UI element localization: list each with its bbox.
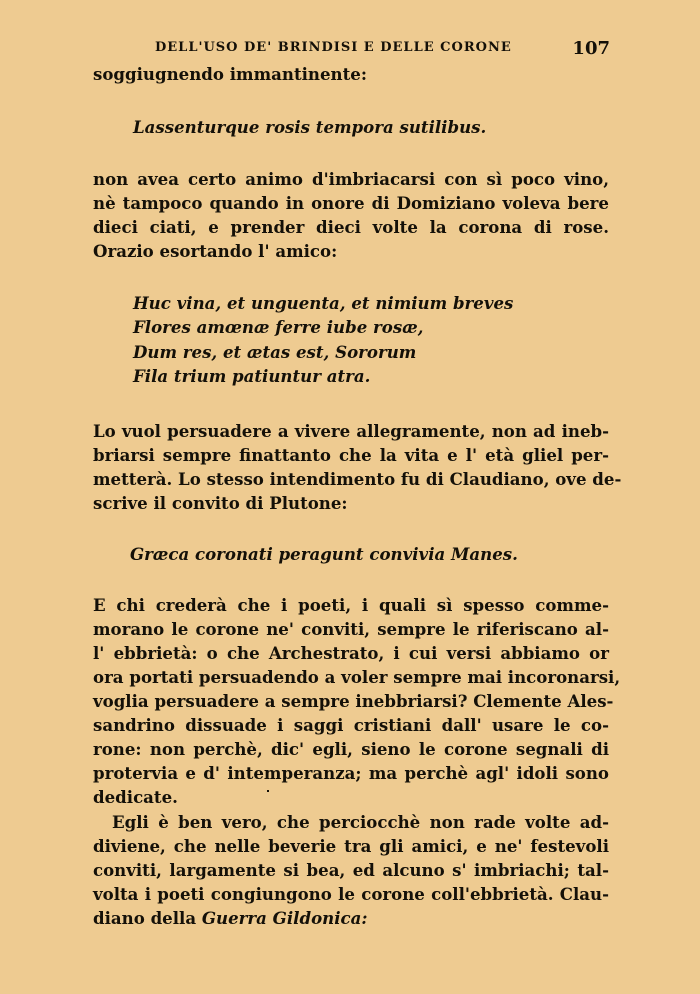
text-line: Lo vuol persuadere a vivere allegramente, non ad ineb- — [93, 421, 609, 441]
text-line: soggiugnendo immantinente: — [93, 64, 367, 84]
text-line: nè tampoco quando in onore di Domiziano voleva bere — [93, 193, 609, 213]
poem-line: Flores amœnæ ferre iube rosæ, — [133, 317, 424, 337]
page-number: 107 — [572, 38, 610, 59]
text-line: l' ebbrietà: o che Archestrato, i cui versi abbiamo or — [93, 643, 609, 663]
text-fragment: diano della — [93, 908, 197, 928]
text-line: rone: non perchè, dic' egli, sieno le corone segnali di — [93, 739, 609, 759]
text-line: dedicate. — [93, 787, 178, 807]
poem-line: Dum res, et ætas est, Sororum — [133, 342, 417, 362]
work-title: Guerra Gildonica: — [201, 908, 368, 928]
text-line: morano le corone ne' conviti, sempre le riferiscano al- — [93, 619, 609, 639]
text-line: metterà. Lo stesso intendimento fu di Claudiano, ove de- — [93, 469, 622, 489]
text-line: non avea certo animo d'imbriacarsi con sì poco vino, — [93, 169, 609, 189]
text-line: briarsi sempre finattanto che la vita e l' età gliel per- — [93, 445, 609, 465]
latin-quote: Græca coronati peragunt convivia Manes. — [130, 544, 518, 564]
text-line: Orazio esortando l' amico: — [93, 241, 338, 261]
text-line: ora portati persuadendo a voler sempre mai incoronarsi, — [93, 667, 621, 687]
text-line — [93, 907, 609, 929]
poem-line: Huc vina, et unguenta, et nimium breves — [133, 293, 514, 313]
ink-speck — [267, 790, 269, 792]
text-line: scrive il convito di Plutone: — [93, 493, 348, 513]
text-line: protervia e d' intemperanza; ma perchè agl' idoli sono — [93, 763, 609, 783]
text-line: voglia persuadere a sempre inebbriarsi? Clemente Ales- — [93, 691, 614, 711]
running-title: DELL'USO DE' BRINDISI E DELLE CORONE — [155, 40, 512, 55]
text-line: volta i poeti congiungono le corone coll'ebbrietà. Clau- — [93, 884, 609, 904]
text-line: sandrino dissuade i saggi cristiani dall' usare le co- — [93, 715, 609, 735]
poem-line: Fila trium patiuntur atra. — [133, 366, 371, 386]
latin-quote: Lassenturque rosis tempora sutilibus. — [133, 117, 487, 137]
text-line: E chi crederà che i poeti, i quali sì spesso comme- — [93, 595, 609, 615]
text-line: diviene, che nelle beverie tra gli amici, e ne' festevoli — [93, 836, 609, 856]
page-header — [155, 38, 610, 62]
text-line: conviti, largamente si bea, ed alcuno s' imbriachi; tal- — [93, 860, 609, 880]
text-line: Egli è ben vero, che perciocchè non rade volte ad- — [112, 812, 609, 832]
text-line: dieci ciati, e prender dieci volte la corona di rose. — [93, 217, 609, 237]
